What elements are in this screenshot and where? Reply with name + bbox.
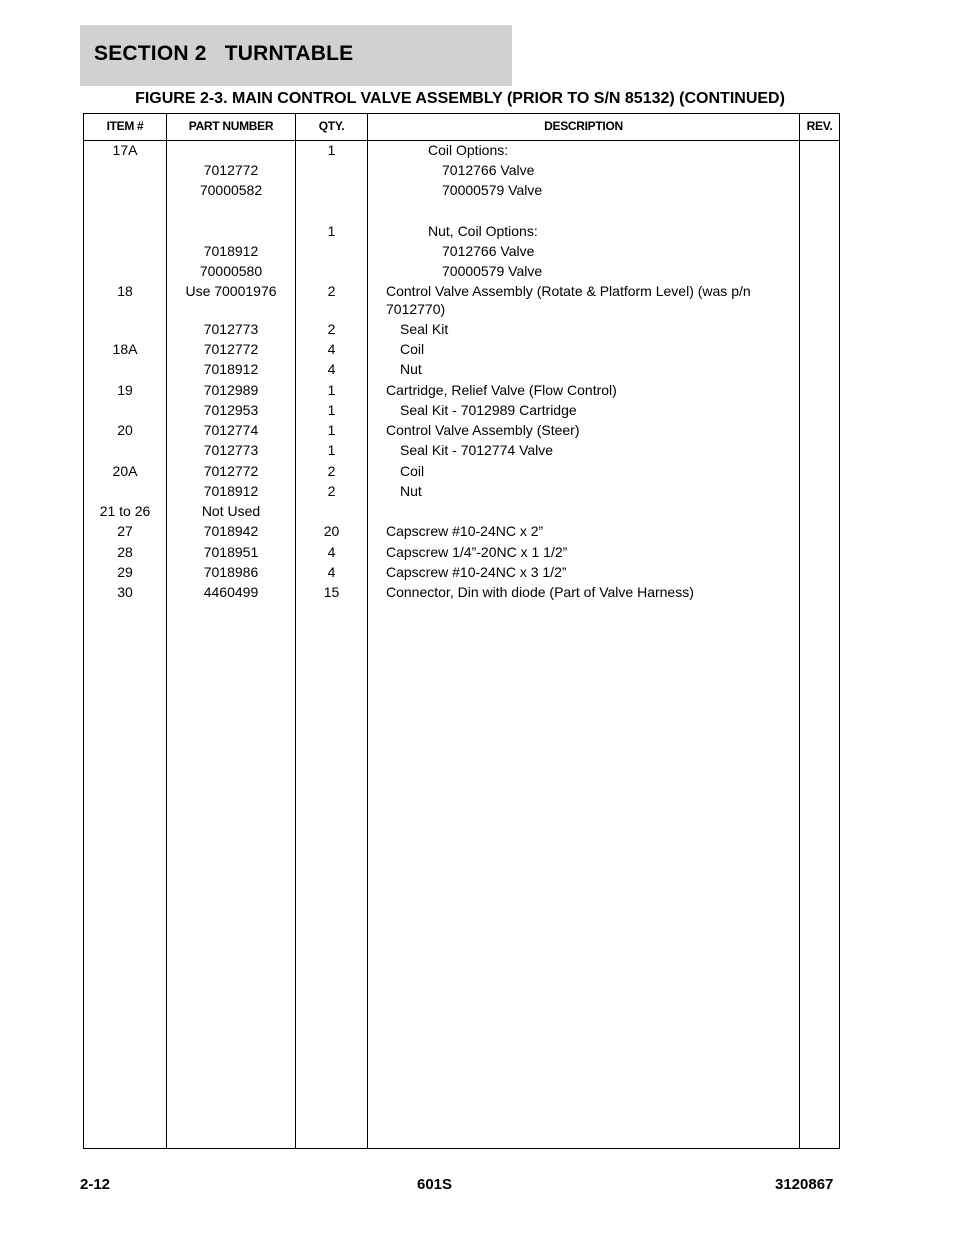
description: Nut — [400, 483, 422, 499]
model-name: 601S — [417, 1176, 453, 1193]
quantity: 1 — [327, 402, 336, 418]
part-number: Use 70001976 — [185, 283, 277, 299]
column-header-rev: REV. — [806, 119, 833, 133]
section-title: SECTION 2 TURNTABLE — [94, 42, 354, 65]
column-header-qty: QTY. — [318, 119, 345, 133]
part-number: 7012772 — [203, 162, 259, 178]
item-number: 29 — [117, 564, 133, 580]
quantity: 15 — [323, 584, 340, 600]
description: 70000579 Valve — [442, 263, 543, 279]
quantity: 1 — [327, 382, 336, 398]
part-number: Not Used — [201, 503, 261, 519]
item-number: 19 — [117, 382, 133, 398]
page-number: 2-12 — [80, 1176, 111, 1193]
description: Seal Kit — [400, 321, 449, 337]
item-number: 27 — [117, 523, 133, 539]
item-number: 18A — [112, 341, 138, 357]
quantity: 2 — [327, 483, 336, 499]
part-number: 7018951 — [203, 544, 259, 560]
item-number: 21 to 26 — [99, 503, 151, 519]
description: Nut — [400, 361, 422, 377]
item-number: 28 — [117, 544, 133, 560]
part-number: 7012773 — [203, 321, 259, 337]
part-number: 4460499 — [203, 584, 259, 600]
column-header-item: ITEM # — [106, 119, 144, 133]
column-header-description: DESCRIPTION — [544, 119, 623, 133]
quantity: 1 — [327, 223, 336, 239]
quantity: 2 — [327, 463, 336, 479]
description: Capscrew #10-24NC x 2” — [386, 523, 544, 539]
part-number: 7018942 — [203, 523, 259, 539]
description: Control Valve Assembly (Rotate & Platform Level) (was p/n — [386, 283, 751, 299]
quantity: 1 — [327, 142, 336, 158]
quantity: 2 — [327, 321, 336, 337]
quantity: 1 — [327, 422, 336, 438]
quantity: 4 — [327, 564, 336, 580]
figure-title: FIGURE 2-3. MAIN CONTROL VALVE ASSEMBLY (PRIOR TO S/N 85132) (CONTINUED) — [135, 90, 785, 107]
description: Nut, Coil Options: — [428, 223, 538, 239]
description: Seal Kit - 7012774 Valve — [400, 442, 554, 458]
part-number: 7012953 — [203, 402, 259, 418]
item-number: 18 — [117, 283, 133, 299]
description: Capscrew 1/4”-20NC x 1 1/2” — [386, 544, 568, 560]
part-number: 7018912 — [203, 483, 259, 499]
item-number: 17A — [112, 142, 138, 158]
quantity: 4 — [327, 544, 336, 560]
part-number: 7018986 — [203, 564, 259, 580]
description: Seal Kit - 7012989 Cartridge — [400, 402, 577, 418]
part-number: 7012772 — [203, 463, 259, 479]
part-number: 70000582 — [199, 182, 263, 198]
description: 7012766 Valve — [442, 243, 535, 259]
part-number: 70000580 — [199, 263, 263, 279]
document-number: 3120867 — [775, 1176, 834, 1193]
quantity: 4 — [327, 341, 336, 357]
part-number: 7012773 — [203, 442, 259, 458]
part-number: 7012772 — [203, 341, 259, 357]
description: Coil — [400, 341, 425, 357]
description: Connector, Din with diode (Part of Valve Harness) — [386, 584, 694, 600]
part-number: 7012774 — [203, 422, 259, 438]
part-number: 7018912 — [203, 243, 259, 259]
description: Capscrew #10-24NC x 3 1/2” — [386, 564, 567, 580]
description: Coil — [400, 463, 425, 479]
part-number: 7012989 — [203, 382, 259, 398]
quantity: 4 — [327, 361, 336, 377]
item-number: 20A — [112, 463, 138, 479]
part-number: 7018912 — [203, 361, 259, 377]
section-header-box — [80, 25, 512, 86]
description: 70000579 Valve — [442, 182, 543, 198]
column-header-part-number: PART NUMBER — [188, 119, 274, 133]
quantity: 1 — [327, 442, 336, 458]
item-number: 30 — [117, 584, 133, 600]
description: Cartridge, Relief Valve (Flow Control) — [386, 382, 617, 398]
description: Control Valve Assembly (Steer) — [386, 422, 580, 438]
description: Coil Options: — [428, 142, 509, 158]
description: 7012766 Valve — [442, 162, 535, 178]
quantity: 2 — [327, 283, 336, 299]
quantity: 20 — [323, 523, 340, 539]
parts-table — [83, 113, 840, 1149]
column-divider — [295, 114, 296, 1148]
description-continued: 7012770) — [386, 301, 446, 317]
item-number: 20 — [117, 422, 133, 438]
